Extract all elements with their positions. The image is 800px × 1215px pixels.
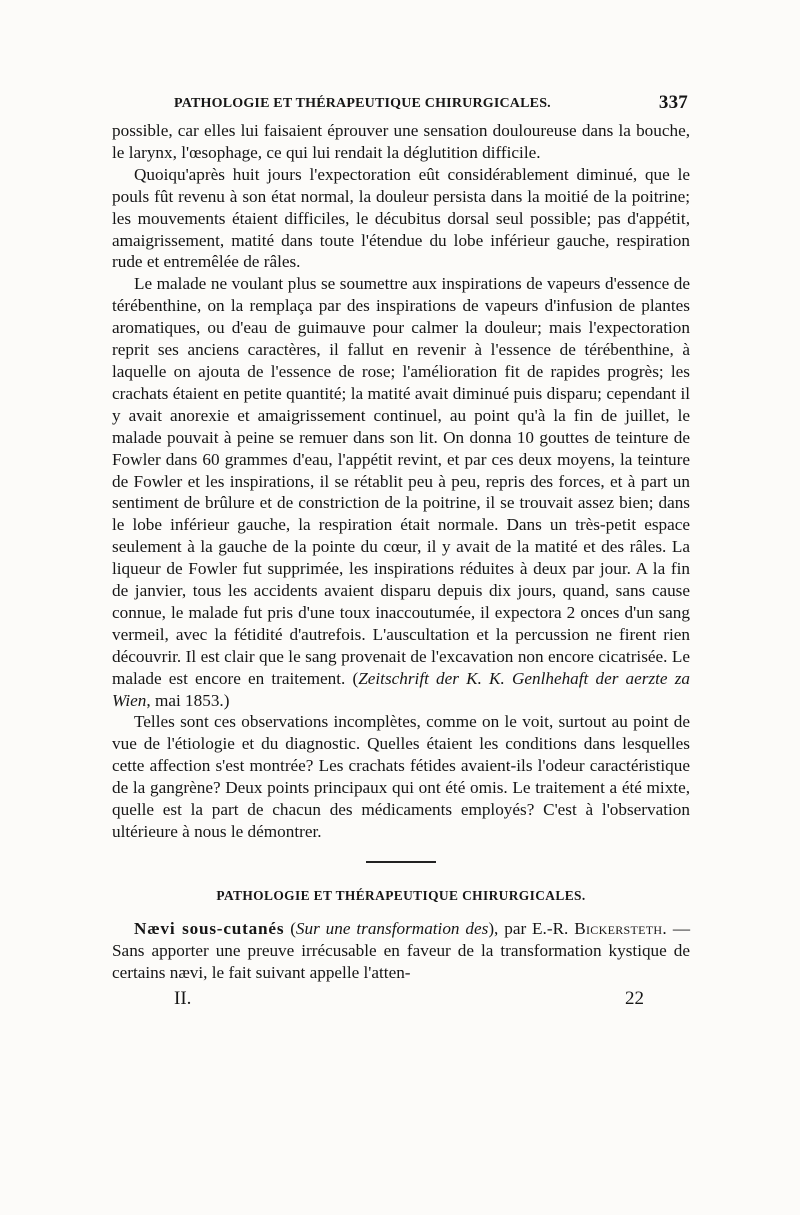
body-text: [112, 120, 690, 984]
article-paragraph: [112, 918, 690, 984]
running-title: PATHOLOGIE ET THÉRAPEUTIQUE CHIRURGICALES.: [174, 96, 551, 111]
article-title: Nævi sous-cutanés: [134, 918, 285, 938]
book-page: [112, 92, 690, 1202]
paragraph-conclusion: Telles sont ces observations incomplètes, comme on le voit, surtout au point de vue de l'étiologie et du diagnostic. Quelles étaient les conditions dans lesquelles cette affection s'est montrée? Les crachats fétides avaient-ils l'odeur caractéristique de la gangrène? Deux points principaux qui ont été omis. Le traitement a été mixte, quelle est la part de chacun des médicaments employés? C'est à l'observation ultérieure à nous le démontrer.: [112, 712, 690, 841]
article-subtitle-open: (: [284, 918, 296, 938]
sheet-number: 22: [625, 987, 644, 1009]
paragraph-continuation: possible, car elles lui faisaient éprouver une sensation douloureuse dans la bouche, le larynx, l'œsophage, ce qui lui rendait la déglutition difficile.: [112, 121, 690, 162]
running-header: [112, 92, 690, 120]
section-heading: PATHOLOGIE ET THÉRAPEUTIQUE CHIRURGICALES.: [216, 887, 586, 903]
citation-journal: Zeitschrift der K. K. Genlhehaft der aerzte za Wien: [112, 668, 690, 710]
page-footer: [112, 988, 690, 1012]
paragraph-treatment: [112, 273, 690, 711]
citation-date: , mai 1853.): [146, 690, 230, 710]
article-subtitle: Sur une transformation des: [295, 918, 489, 938]
paragraph: Quoiqu'après huit jours l'expectoration eût considérablement diminué, que le pouls fût revenu à son état normal, la douleur persista dans la moitié de la poitrine; les mouvements étaient difficiles, le décubitus dorsal seul possible; pas d'appétit, amaigrissement, matité dans toute l'étendue du lobe inférieur gauche, respiration rude et entremêlée de râles.: [112, 164, 690, 272]
page-number: 337: [658, 92, 688, 113]
article-subtitle-close: ), par E.-R.: [488, 918, 569, 938]
signature-mark: II.: [174, 987, 192, 1009]
paragraph-text: Le malade ne voulant plus se soumettre aux inspirations de vapeurs d'essence de térébenthine, on la remplaça par des inspirations de vapeurs d'infusion de plantes aromatiques, ou d'eau de guimauve pour calmer la douleur; mais l'expectoration reprit ses anciens caractères, il fallut en revenir à l'essence de térébenthine, à laquelle on ajouta de l'essence de rose; l'amélioration fit de rapides progrès; les crachats étaient en petite quantité; la matité avait diminué puis disparu; cependant il y avait anorexie et amaigrissement continuel, au point qu'à la fin de juillet, le malade pouvait à peine se remuer dans son lit. On donna 10 gouttes de teinture de Fowler dans 60 grammes d'eau, l'appétit revint, et par ces deux moyens, la teinture de Fowler et les inspirations, il se rétablit peu à peu, repris des forces, et à part un sentiment de brûlure et de constriction de la poitrine, il se trouvait assez bien; dans le lobe inférieur gauche, la respiration était normale. Dans un très-petit espace seulement à la gauche de la pointe du cœur, il y avait de la matité et des râles. La liqueur de Fowler fut supprimée, les inspirations réduites à deux par jour. A la fin de janvier, tous les accidents avaient disparu depuis dix jours, quand, sans cause connue, le malade fut pris d'une toux inaccoutumée, il expectora 2 onces d'un sang vermeil, avec la fétidité d'autrefois. L'auscultation et la percussion ne firent rien découvrir. Il est clair que le sang provenait de l'excavation non encore cicatrisée. Le malade est encore en traitement. (: [112, 274, 690, 688]
article-author: Bickersteth.: [574, 918, 667, 938]
article-text: — Sans apporter une preuve irrécusable en faveur de la transformation kystique de certains nævi, le fait suivant appelle l'atten-: [112, 918, 691, 982]
section-divider: [366, 861, 436, 863]
